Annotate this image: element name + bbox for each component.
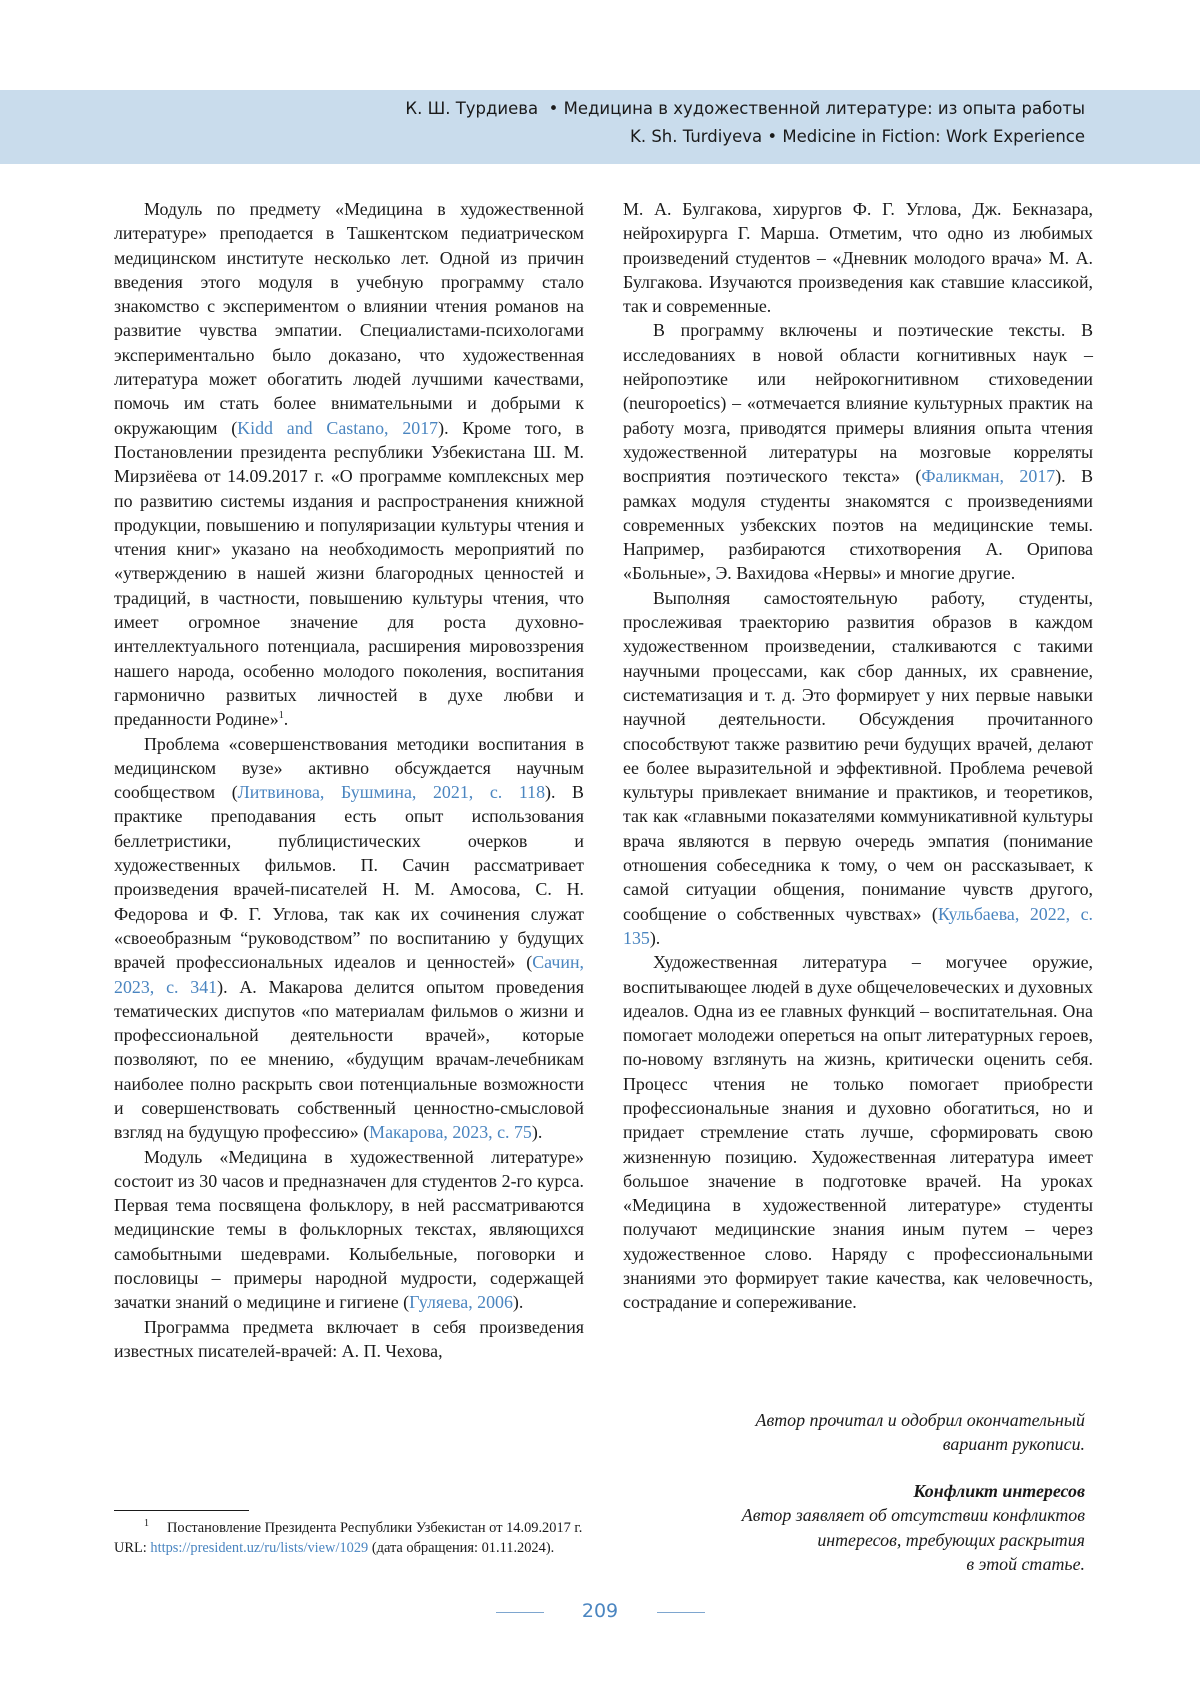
running-header [0, 90, 1200, 164]
footnote: $^1$ Постановление Президента Республики Узбекистан от 14.09.2017 г. URL: https://president.uz/ru/lists/view/1029 (дата обращения: 01.11.2024). [114, 1518, 583, 1556]
citation-link[interactable]: Гуляева, 2006 [409, 1292, 513, 1313]
citation-link[interactable]: Сачин, 2023, с. 341 [114, 952, 584, 997]
citation-link[interactable]: Кульбаева, 2022, с. 135 [623, 903, 1093, 948]
left-column [114, 197, 584, 1363]
paragraph: Модуль по предмету «Медицина в художественной литературе» преподается в Ташкентском педиатрическом медицинском институте несколько лет. Одной из причин введения этого модуля в учебную программу стало знакомство с экспериментом о влиянии чтения романов на развитие чувства эмпатии. Специалистами-психологами экспериментально было доказано, что художественная литература может обогатить людей лучшими качествами, помочь им стать более внимательными и добрыми к окружающим (Kidd and Castano, 2017). Кроме того, в Постановлении президента республики Узбекистана Ш. М. Мирзиёева от 14.09.2017 г. «О программе комплексных мер по развитию системы издания и распространения книжной продукции, повышению и популяризации культуры чтения и чтения книг» указано на необходимость мероприятий по «утверждению в нашей жизни благородных ценностей и традиций, в частности, повышению культуры чтения, что имеет огромное значение для роста духовно-интеллектуального потенциала, расширения мировоззрения нашего народа, особенно молодого поколения, воспитания гармонично развитых личностей в духе любви и преданности Родине»$^1$. [114, 199, 584, 730]
paragraph: Художественная литература – могучее оружие, воспитывающее людей в духе общечеловеческих и духовных идеалов. Одна из ее главных функций – воспитательная. Она помогает молодежи опереться на опыт литературных героев, по-новому взглянуть на жизнь, критически оценить себя. Процесс чтения не только помогает приобрести профессиональные знания и духовно обогатиться, но и придает стремление стать лучше, сформировать свою жизненную позицию. Художественная литература имеет большое значение в подготовке врачей. На уроках «Медицина в художественной литературе» студенты получают медицинские знания иным путем – через художественное слово. Наряду с профессиональными знаниями это формирует такие качества, как человечность, сострадание и сопереживание. [623, 952, 1093, 1313]
header-line-en [630, 127, 1085, 146]
conflict-of-interest: Конфликт интересов Автор заявляет об отсутствии конфликтов интересов, требующих раскрытия в этой статье. [615, 1479, 1085, 1576]
paragraph: Проблема «совершенствования методики воспитания в медицинском вузе» активно обсуждается научным сообществом (Литвинова, Бушмина, 2021, с. 118). В практике преподавания есть опыт использования беллетристики, публицистических очерков и художественных фильмов. П. Сачин рассматривает произведения врачей-писателей Н. М. Амосова, С. Н. Федорова и Ф. Г. Углова, так как их сочинения служат «своеобразным “руководством” по воспитанию у будущих врачей профессиональных идеалов и ценностей» (Сачин, 2023, с. 341). А. Макарова делится опытом проведения тематических диспутов «по материалам фильмов о жизни и профессиональной деятельности врачей», которые позволяют, по ее мнению, «будущим врачам-лечебникам наиболее полно раскрыть свои потенциальные возможности и совершенствовать собственный ценностно-смысловой взгляд на будущую профессию» (Макарова, 2023, с. 75). [114, 733, 584, 1143]
paragraph: Выполняя самостоятельную работу, студенты, прослеживая траекторию развития образов в каждом художественном произведении, сталкиваются с такими научными процессами, как сбор данных, их сравнение, систематизация и т. д. Это формирует у них первые навыки научной деятельности. Обсуждения прочитанного способствуют также развитию речи будущих врачей, делают ее более выразительной и эффективной. Проблема речевой культуры привлекает внимание и практиков, и теоретиков, так как «главными показателями коммуникативной культуры врача являются в первую очередь эмпатия (понимание отношения собеседника к тому, о чем он рассказывает, к самой ситуации общения, понимание чувств другого, сообщение о собственных чувствах» (Кульбаева, 2022, с. 135). [623, 587, 1093, 948]
citation-link[interactable]: Kidd and Castano, 2017 [237, 417, 439, 438]
header-author-ru: К. Ш. Турдиева [405, 99, 539, 118]
paragraph: М. А. Булгакова, хирургов Ф. Г. Углова, Дж. Бекназара, нейрохирурга Г. Марша. Отметим, что одно из любимых произведений студентов – «Дневник молодого врача» М. А. Булгакова. Изучаются произведения как ставшие классикой, так и современные. [623, 199, 1093, 317]
citation-link[interactable]: Фаликман, 2017 [921, 466, 1056, 487]
conflict-heading: Конфликт интересов [913, 1481, 1085, 1501]
footnote-url-link[interactable]: https://president.uz/ru/lists/view/1029 [150, 1540, 369, 1556]
header-line-ru [405, 99, 1085, 118]
approval-statement: Автор прочитал и одобрил окончательный вариант рукописи. [755, 1410, 1085, 1455]
citation-link[interactable]: Макарова, 2023, с. 75 [369, 1122, 532, 1143]
footnote-marker[interactable]: 1 [278, 710, 284, 722]
header-title-ru: Медицина в художественной литературе: из опыта работы [563, 99, 1085, 118]
footnote-number: 1 [144, 1518, 149, 1530]
header-title-en: Medicine in Fiction: Work Experience [782, 127, 1085, 146]
footnote-divider [114, 1510, 249, 1511]
citation-link[interactable]: Литвинова, Бушмина, 2021, с. 118 [237, 782, 546, 803]
paragraph: Программа предмета включает в себя произведения известных писателей-врачей: А. П. Чехова, [114, 1316, 584, 1361]
page-number-rule-right [657, 1612, 705, 1613]
header-separator: • [548, 99, 559, 118]
header-separator: • [767, 127, 778, 146]
right-column [623, 197, 1093, 1315]
page-number: 209 [581, 1600, 619, 1622]
header-author-en: K. Sh. Turdiyeva [630, 127, 763, 146]
paragraph: В программу включены и поэтические тексты. В исследованиях в новой области когнитивных наук – нейропоэтике или нейрокогнитивном стиховедении (neuropoetics) – «отмечается влияние культурных практик на работу мозга, приводятся примеры влияния опыта чтения художественной литературы на мозговые корреляты восприятия поэтического текста» (Фаликман, 2017). В рамках модуля студенты знакомятся с произведениями современных узбекских поэтов на медицинские темы. Например, разбираются стихотворения А. Орипова «Больные», Э. Вахидова «Нервы» и многие другие. [623, 320, 1094, 584]
paragraph: Модуль «Медицина в художественной литературе» состоит из 30 часов и предназначен для студентов 2-го курса. Первая тема посвящена фольклору, в ней рассматриваются медицинские темы в фольклорных текстах, являющихся самобытными шедеврами. Колыбельные, поговорки и пословицы – примеры народной мудрости, содержащей зачатки знаний о медицине и гигиене (Гуляева, 2006). [114, 1146, 584, 1313]
